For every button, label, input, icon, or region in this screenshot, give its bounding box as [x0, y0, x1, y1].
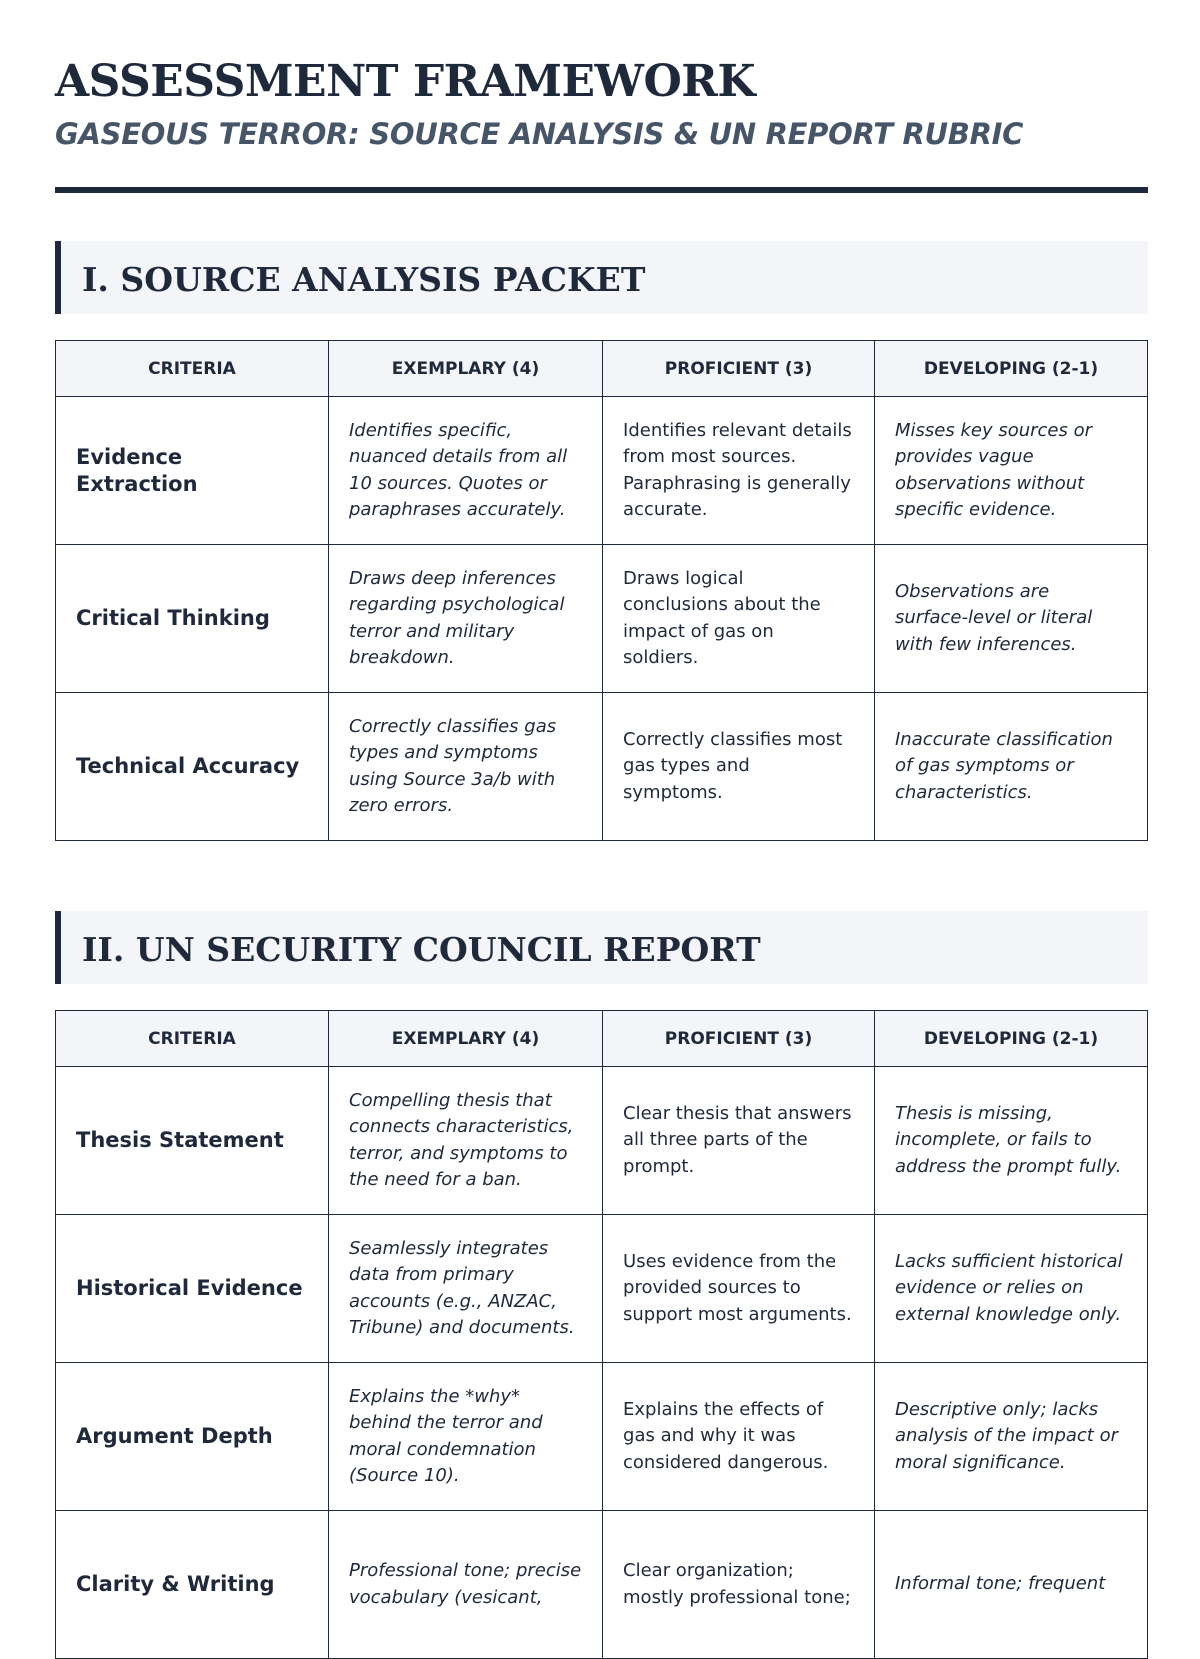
table-row [56, 1511, 1148, 1659]
document-subtitle: GASEOUS TERROR: SOURCE ANALYSIS & UN REPORT RUBRIC [55, 117, 1024, 151]
criteria-cell: Evidence Extraction [56, 397, 329, 545]
criteria-cell: Thesis Statement [56, 1067, 329, 1215]
criteria-cell: Critical Thinking [56, 545, 329, 693]
exemplary-cell: Seamlessly integrates data from primary accounts (e.g., ANZAC, Tribune) and documents. [329, 1215, 603, 1363]
table-header-row [56, 1011, 1148, 1067]
developing-cell: Inaccurate classification of gas symptoms or characteristics. [874, 693, 1147, 841]
document-title: ASSESSMENT FRAMEWORK [55, 56, 756, 107]
criteria-cell: Clarity & Writing [56, 1511, 329, 1659]
proficient-cell: Clear organization; mostly professional tone; [603, 1511, 875, 1659]
table-row [56, 1067, 1148, 1215]
exemplary-cell: Professional tone; precise vocabulary (vesicant, [329, 1511, 603, 1659]
proficient-cell: Draws logical conclusions about the impact of gas on soldiers. [603, 545, 875, 693]
section-title: II. UN SECURITY COUNCIL REPORT [82, 930, 761, 969]
column-header-criteria: CRITERIA [56, 1011, 329, 1067]
exemplary-cell: Correctly classifies gas types and symptoms using Source 3a/b with zero errors. [329, 693, 603, 841]
source-analysis-rubric-table [55, 340, 1148, 841]
column-header-proficient: PROFICIENT (3) [603, 1011, 875, 1067]
developing-cell: Lacks sufficient historical evidence or relies on external knowledge only. [874, 1215, 1147, 1363]
column-header-exemplary: EXEMPLARY (4) [329, 1011, 603, 1067]
section-title: I. SOURCE ANALYSIS PACKET [82, 260, 646, 299]
un-report-rubric-table [55, 1010, 1148, 1659]
developing-cell: Observations are surface-level or literal with few inferences. [874, 545, 1147, 693]
column-header-developing: DEVELOPING (2-1) [874, 1011, 1147, 1067]
title-divider [55, 187, 1148, 193]
exemplary-cell: Compelling thesis that connects characteristics, terror, and symptoms to the need for a ban. [329, 1067, 603, 1215]
criteria-cell: Technical Accuracy [56, 693, 329, 841]
criteria-cell: Historical Evidence [56, 1215, 329, 1363]
table-row [56, 545, 1148, 693]
section-heading-source-analysis [55, 241, 1148, 314]
developing-cell: Thesis is missing, incomplete, or fails to address the prompt fully. [874, 1067, 1147, 1215]
column-header-exemplary: EXEMPLARY (4) [329, 341, 603, 397]
table-row [56, 693, 1148, 841]
proficient-cell: Identifies relevant details from most sources. Paraphrasing is generally accurate. [603, 397, 875, 545]
table-row [56, 1363, 1148, 1511]
table-header-row [56, 341, 1148, 397]
proficient-cell: Uses evidence from the provided sources to support most arguments. [603, 1215, 875, 1363]
exemplary-cell: Identifies specific, nuanced details from all 10 sources. Quotes or paraphrases accurately. [329, 397, 603, 545]
table-row [56, 397, 1148, 545]
criteria-cell: Argument Depth [56, 1363, 329, 1511]
proficient-cell: Explains the effects of gas and why it was considered dangerous. [603, 1363, 875, 1511]
table-row [56, 1215, 1148, 1363]
column-header-proficient: PROFICIENT (3) [603, 341, 875, 397]
proficient-cell: Clear thesis that answers all three parts of the prompt. [603, 1067, 875, 1215]
proficient-cell: Correctly classifies most gas types and symptoms. [603, 693, 875, 841]
section-heading-un-report [55, 911, 1148, 984]
exemplary-cell: Draws deep inferences regarding psychological terror and military breakdown. [329, 545, 603, 693]
exemplary-cell: Explains the *why* behind the terror and moral condemnation (Source 10). [329, 1363, 603, 1511]
developing-cell: Descriptive only; lacks analysis of the impact or moral significance. [874, 1363, 1147, 1511]
developing-cell: Informal tone; frequent [874, 1511, 1147, 1659]
column-header-criteria: CRITERIA [56, 341, 329, 397]
column-header-developing: DEVELOPING (2-1) [874, 341, 1147, 397]
developing-cell: Misses key sources or provides vague observations without specific evidence. [874, 397, 1147, 545]
